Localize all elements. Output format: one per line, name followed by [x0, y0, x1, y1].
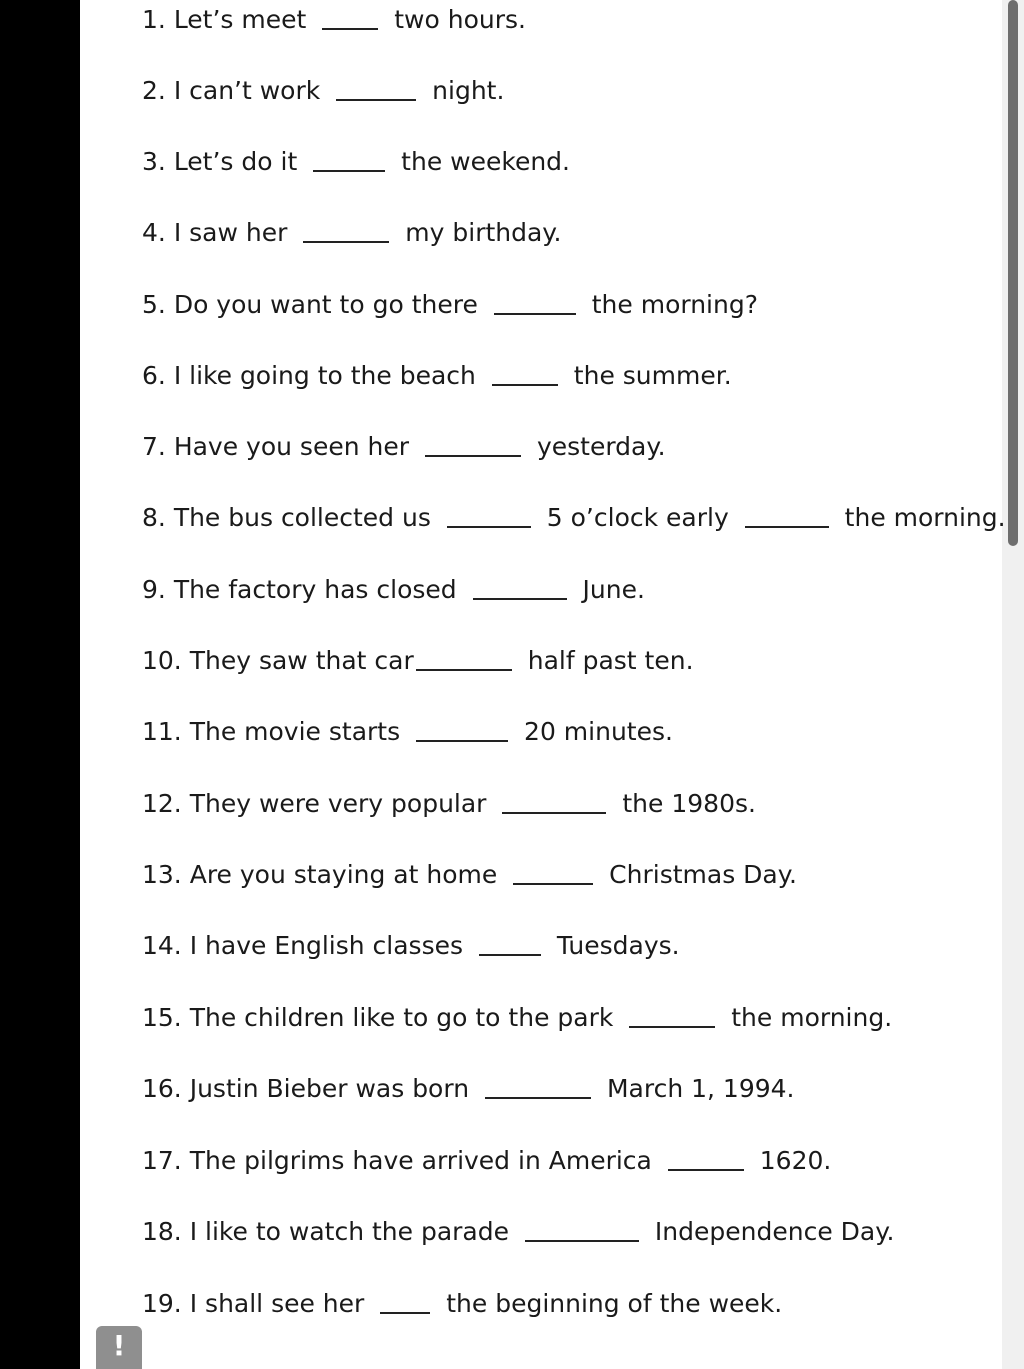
- question-text-after: the morning.: [844, 503, 1006, 532]
- question-number: 4.: [142, 218, 166, 247]
- question-text-before: The factory has closed: [173, 575, 457, 604]
- question-number: 6.: [142, 361, 166, 390]
- question-text-before: They saw that car: [189, 646, 414, 675]
- question-text-before: I like to watch the parade: [189, 1217, 510, 1246]
- question-number: 16.: [142, 1074, 182, 1103]
- question-number: 18.: [142, 1217, 182, 1246]
- question-number: 12.: [142, 789, 182, 818]
- question-number: 15.: [142, 1003, 182, 1032]
- question-text-after: two hours.: [394, 5, 526, 34]
- answer-blank: [425, 455, 521, 457]
- question-7: [142, 431, 666, 463]
- question-number: 1.: [142, 5, 166, 34]
- answer-blank: [336, 99, 416, 101]
- question-number: 2.: [142, 76, 166, 105]
- question-text-before: The pilgrims have arrived in America: [189, 1146, 652, 1175]
- question-19: [142, 1288, 782, 1320]
- question-text-after: 20 minutes.: [524, 717, 673, 746]
- question-text-after: the morning.: [731, 1003, 893, 1032]
- question-15: [142, 1002, 892, 1034]
- question-text-after: yesterday.: [536, 432, 666, 461]
- question-18: [142, 1216, 894, 1248]
- question-text-after: Independence Day.: [654, 1217, 895, 1246]
- question-text-after: the 1980s.: [622, 789, 756, 818]
- question-text-before: I have English classes: [189, 931, 464, 960]
- question-text-after: Christmas Day.: [609, 860, 797, 889]
- answer-blank: [745, 526, 829, 528]
- question-text-before: I like going to the beach: [173, 361, 476, 390]
- answer-blank: [303, 241, 389, 243]
- question-text-after: June.: [582, 575, 645, 604]
- question-text-before: The movie starts: [189, 717, 401, 746]
- answer-blank: [513, 883, 593, 885]
- answer-blank: [525, 1240, 639, 1242]
- question-text-before: I can’t work: [173, 76, 321, 105]
- question-text-before: Have you seen her: [173, 432, 410, 461]
- question-3: [142, 146, 570, 178]
- question-14: [142, 930, 680, 962]
- question-number: 3.: [142, 147, 166, 176]
- question-9: [142, 574, 645, 606]
- answer-blank: [502, 812, 606, 814]
- question-number: 9.: [142, 575, 166, 604]
- answer-blank: [494, 313, 576, 315]
- question-text-before: Let’s do it: [173, 147, 298, 176]
- question-text-after: March 1, 1994.: [606, 1074, 795, 1103]
- question-text-after: the weekend.: [401, 147, 570, 176]
- question-text-before: Do you want to go there: [173, 290, 478, 319]
- question-text-before: Justin Bieber was born: [189, 1074, 470, 1103]
- question-number: 7.: [142, 432, 166, 461]
- question-text-before: They were very popular: [189, 789, 487, 818]
- question-text-before: Are you staying at home: [189, 860, 498, 889]
- question-text-after: night.: [432, 76, 505, 105]
- question-text-before: I saw her: [173, 218, 288, 247]
- answer-blank: [485, 1097, 591, 1099]
- answer-blank: [313, 170, 385, 172]
- question-number: 5.: [142, 290, 166, 319]
- question-text-after: Tuesdays.: [556, 931, 680, 960]
- answer-blank: [479, 954, 541, 956]
- question-text-after: half past ten.: [527, 646, 694, 675]
- question-8: [142, 502, 1006, 534]
- answer-blank: [492, 384, 558, 386]
- question-number: 19.: [142, 1289, 182, 1318]
- question-text-before: The bus collected us: [173, 503, 431, 532]
- question-text-after: the morning?: [591, 290, 758, 319]
- answer-blank: [322, 28, 378, 30]
- question-5: [142, 289, 758, 321]
- question-number: 10.: [142, 646, 182, 675]
- question-text-after: the summer.: [573, 361, 732, 390]
- left-dark-margin: [0, 0, 80, 1369]
- question-6: [142, 360, 732, 392]
- question-text-after: the beginning of the week.: [446, 1289, 783, 1318]
- warning-badge-label: !: [112, 1329, 126, 1362]
- question-16: [142, 1073, 794, 1105]
- question-text-before: The children like to go to the park: [189, 1003, 614, 1032]
- question-number: 11.: [142, 717, 182, 746]
- question-text-after: 1620.: [759, 1146, 832, 1175]
- question-2: [142, 75, 504, 107]
- question-11: [142, 716, 673, 748]
- question-text-before: I shall see her: [189, 1289, 365, 1318]
- question-text-before: Let’s meet: [173, 5, 307, 34]
- question-number: 13.: [142, 860, 182, 889]
- question-17: [142, 1145, 831, 1177]
- answer-blank: [668, 1169, 744, 1171]
- question-text-after: my birthday.: [405, 218, 562, 247]
- question-1: [142, 4, 526, 36]
- question-text-middle: 5 o’clock early: [546, 503, 729, 532]
- exclamation-icon[interactable]: [96, 1326, 142, 1369]
- question-number: 8.: [142, 503, 166, 532]
- answer-blank: [473, 598, 567, 600]
- question-13: [142, 859, 797, 891]
- scrollbar-region: [1002, 0, 1024, 1369]
- answer-blank: [416, 669, 512, 671]
- question-number: 17.: [142, 1146, 182, 1175]
- question-4: [142, 217, 561, 249]
- question-12: [142, 788, 756, 820]
- question-number: 14.: [142, 931, 182, 960]
- question-10: [142, 645, 694, 677]
- answer-blank: [416, 740, 508, 742]
- answer-blank: [380, 1312, 430, 1314]
- scrollbar-thumb[interactable]: [1008, 0, 1018, 546]
- answer-blank: [447, 526, 531, 528]
- answer-blank: [629, 1026, 715, 1028]
